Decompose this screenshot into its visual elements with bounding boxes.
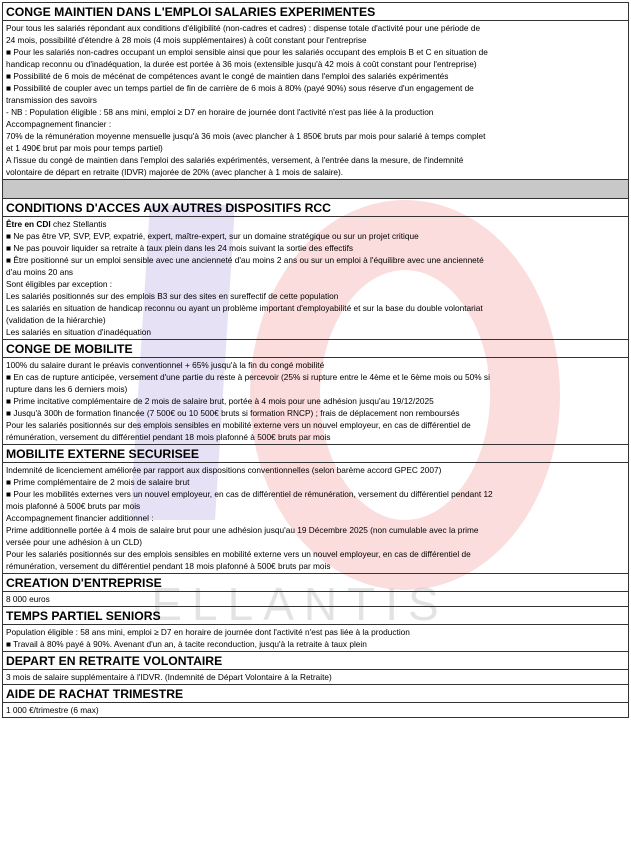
section-body bbox=[3, 21, 628, 179]
text-line: 100% du salaire durant le préavis conventionnel + 65% jusqu'à la fin du congé mobilité bbox=[6, 360, 325, 370]
section-conditions-acces bbox=[2, 199, 629, 340]
text-fragment: chez Stellantis bbox=[50, 219, 107, 229]
text-line: ■ Ne pas être VP, SVP, EVP, expatrié, expert, maître-expert, sur un domaine stratégique ou sur un projet critique bbox=[6, 231, 419, 241]
text-line: transmission des savoirs bbox=[6, 95, 97, 105]
section-title: CONGE DE MOBILITE bbox=[3, 340, 628, 358]
text-line: Pour les salariés positionnés sur des emplois sensibles en mobilité externe vers un nouvel employeur, en cas de différentiel de bbox=[6, 549, 471, 559]
section-temps-partiel bbox=[2, 607, 629, 652]
text-line: handicap reconnu ou d'inadéquation, la durée est portée à 36 mois (extensible jusqu'à 42 mois à coût constant pour l'entreprise) bbox=[6, 59, 477, 69]
text-line: A l'issue du congé de maintien dans l'emploi des salariés expérimentés, versement, à l'entrée dans la mesure, de l'indemnité bbox=[6, 155, 464, 165]
text-line: ■ Possibilité de coupler avec un temps partiel de fin de carrière de 6 mois à 80% (payé 90%) sous réserve d'un engagement de bbox=[6, 83, 474, 93]
text-line: Accompagnement financier : bbox=[6, 119, 112, 129]
text-line: et 1 490€ brut par mois pour temps partiel) bbox=[6, 143, 163, 153]
section-creation-entreprise bbox=[2, 574, 629, 607]
text-line: ■ Jusqu'à 300h de formation financée (7 500€ ou 10 500€ bruts si formation RNCP) ; frais de déplacement non remboursés bbox=[6, 408, 460, 418]
section-body bbox=[3, 670, 628, 684]
text-line: Indemnité de licenciement améliorée par rapport aux dispositions conventionnelles (selon barème accord GPEC 2007) bbox=[6, 465, 442, 475]
text-line: Population éligible : 58 ans mini, emploi ≥ D7 en horaire de journée dont l'activité n'est pas liée à la production bbox=[6, 627, 410, 637]
text-line: d'au moins 20 ans bbox=[6, 267, 74, 277]
text-line: 8 000 euros bbox=[6, 594, 50, 604]
text-line: Les salariés positionnés sur des emplois B3 sur des sites en sureffectif de cette population bbox=[6, 291, 339, 301]
text-line: ■ Pour les mobilités externes vers un nouvel employeur, en cas de différentiel de rémunération, versement du différentiel pendant 12 bbox=[6, 489, 493, 499]
section-title: DEPART EN RETRAITE VOLONTAIRE bbox=[3, 652, 628, 670]
text-line: - NB : Population éligible : 58 ans mini, emploi ≥ D7 en horaire de journée dont l'activité n'est pas liée à la production bbox=[6, 107, 434, 117]
text-line: 24 mois, possibilité d'étendre à 28 mois (4 mois supplémentaires) à coût constant pour l'entreprise bbox=[6, 35, 367, 45]
section-separator bbox=[2, 180, 629, 199]
section-aide-rachat bbox=[2, 685, 629, 718]
text-line: Prime additionnelle portée à 4 mois de salaire brut pour une adhésion jusqu'au 19 Décembre 2025 (non cumulable avec la prime bbox=[6, 525, 479, 535]
text-line: ■ Prime incitative complémentaire de 2 mois de salaire brut, portée à 4 mois pour une adhésion jusqu'au 19/12/2025 bbox=[6, 396, 434, 406]
bold-text: Être en CDI bbox=[6, 219, 51, 229]
text-line: rémunération, versement du différentiel pendant 18 mois plafonné à 500€ bruts par mois bbox=[6, 561, 331, 571]
text-line: (validation de la hiérarchie) bbox=[6, 315, 106, 325]
text-line: ■ Être positionné sur un emploi sensible avec une ancienneté d'au moins 2 ans ou sur un emploi à l'équilibre avec une ancienneté bbox=[6, 255, 484, 265]
text-line: volontaire de départ en retraite (IDVR) majorée de 20% (avec plancher à 1 mois de salaire). bbox=[6, 167, 344, 177]
text-line: 1 000 €/trimestre (6 max) bbox=[6, 705, 99, 715]
text-line: ■ Pour les salariés non-cadres occupant un emploi sensible ainsi que pour les salariés occupant des emplois B et C en situation de bbox=[6, 47, 488, 57]
section-mobilite-externe bbox=[2, 445, 629, 574]
section-title: CONGE MAINTIEN DANS L'EMPLOI SALARIES EXPERIMENTES bbox=[3, 3, 628, 21]
text-line: 70% de la rémunération moyenne mensuelle jusqu'à 36 mois (avec plancher à 1 850€ bruts par mois pour salarié à temps complet bbox=[6, 131, 486, 141]
text-line: rémunération, versement du différentiel pendant 18 mois plafonné à 500€ bruts par mois bbox=[6, 432, 331, 442]
text-line: mois plafonné à 500€ bruts par mois bbox=[6, 501, 141, 511]
section-body bbox=[3, 217, 628, 339]
section-title: MOBILITE EXTERNE SECURISEE bbox=[3, 445, 628, 463]
text-line: ■ Prime complémentaire de 2 mois de salaire brut bbox=[6, 477, 190, 487]
section-body bbox=[3, 703, 628, 717]
text-line: ■ Travail à 80% payé à 90%. Avenant d'un an, à tacite reconduction, jusqu'à la retraite à taux plein bbox=[6, 639, 367, 649]
section-depart-retraite bbox=[2, 652, 629, 685]
section-body bbox=[3, 592, 628, 606]
text-line: ■ Ne pas pouvoir liquider sa retraite à taux plein dans les 24 mois suivant la sortie des effectifs bbox=[6, 243, 354, 253]
text-line: Les salariés en situation de handicap reconnu ou ayant un problème important d'employabilité et sur la base du double volontariat bbox=[6, 303, 483, 313]
section-body bbox=[3, 358, 628, 444]
section-body bbox=[3, 463, 628, 573]
section-title: CONDITIONS D'ACCES AUX AUTRES DISPOSITIFS RCC bbox=[3, 199, 628, 217]
text-line: ■ En cas de rupture anticipée, versement d'une partie du reste à percevoir (25% si rupture entre le 4ème et le 6ème mois ou 50% si bbox=[6, 372, 490, 382]
text-line: rupture dans les 6 derniers mois) bbox=[6, 384, 128, 394]
text-line: versée pour une adhésion à un CLD) bbox=[6, 537, 143, 547]
section-title: CREATION D'ENTREPRISE bbox=[3, 574, 628, 592]
text-line: Accompagnement financier additionnel : bbox=[6, 513, 154, 523]
section-title: AIDE DE RACHAT TRIMESTRE bbox=[3, 685, 628, 703]
text-line: Pour tous les salariés répondant aux conditions d'éligibilité (non-cadres et cadres) : dispense totale d'activité pour une période de bbox=[6, 23, 481, 33]
section-conge-maintien bbox=[2, 2, 629, 180]
section-conge-mobilite bbox=[2, 340, 629, 445]
section-title: TEMPS PARTIEL SENIORS bbox=[3, 607, 628, 625]
watermark-text: ELLANTIS bbox=[151, 578, 449, 630]
text-line: Pour les salariés positionnés sur des emplois sensibles en mobilité externe vers un nouvel employeur, en cas de différentiel de bbox=[6, 420, 471, 430]
text-line: Les salariés en situation d'inadéquation bbox=[6, 327, 152, 337]
text-line: 3 mois de salaire supplémentaire à l'IDVR. (Indemnité de Départ Volontaire à la Retraite) bbox=[6, 672, 332, 682]
section-body bbox=[3, 625, 628, 651]
text-line: ■ Possibilité de 6 mois de mécénat de compétences avant le congé de maintien dans l'emploi des salariés expérimentés bbox=[6, 71, 449, 81]
text-line: Sont éligibles par exception : bbox=[6, 279, 113, 289]
document bbox=[2, 2, 629, 718]
text-line bbox=[6, 218, 625, 230]
